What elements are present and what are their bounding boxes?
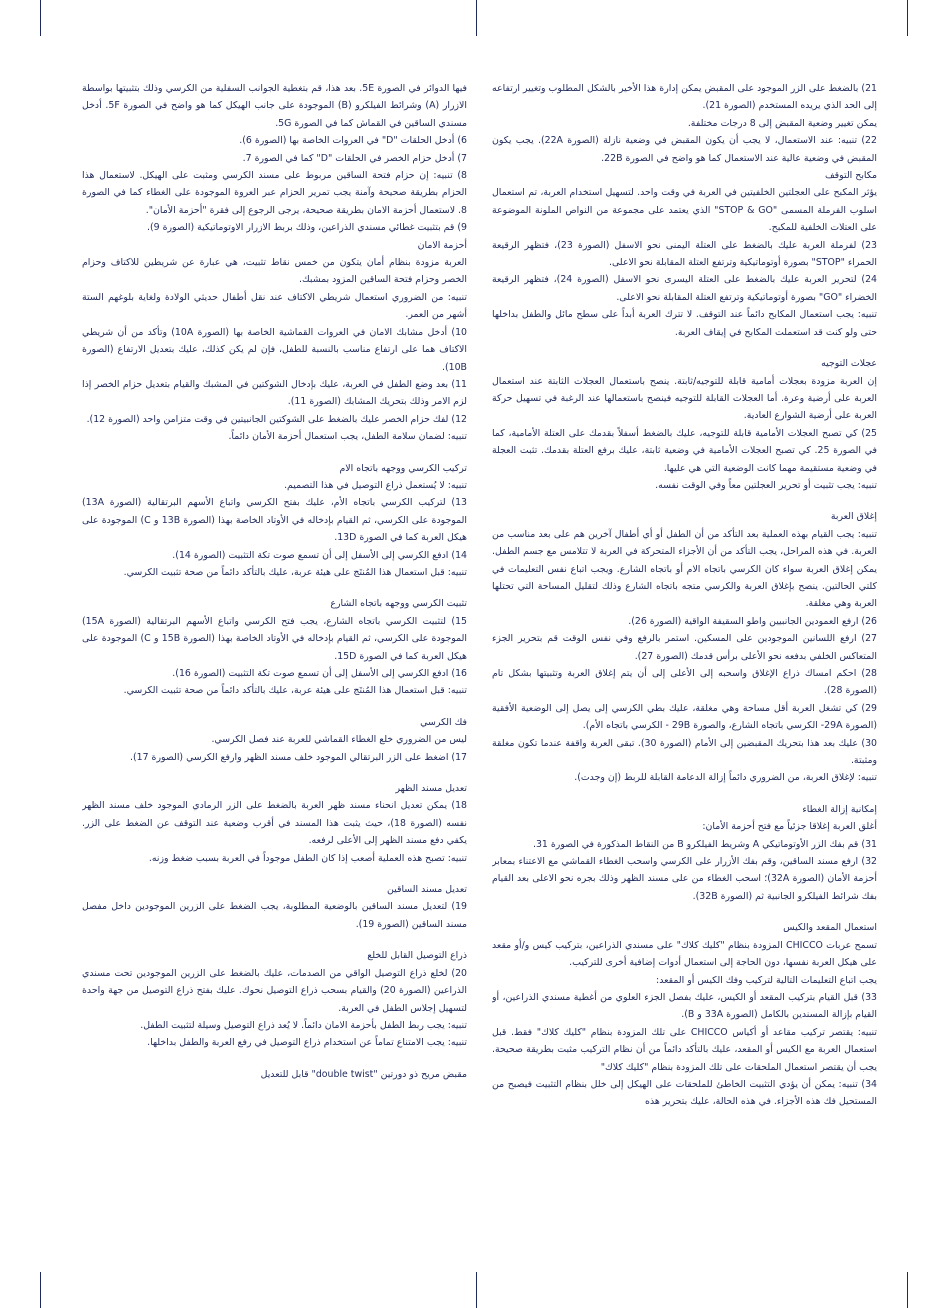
section-heading: تعديل مسند الظهر: [395, 783, 467, 795]
paragraph: 22) تنبيه: عند الاستعمال، لا يجب أن يكون المقبض في وضعية نازلة (الصورة 22A). يجب يكون المقبض في وضعية عالية عند الاستعمال كما هو واضح في الصورة 22B.: [492, 135, 877, 164]
paragraph: 31) قم بفك الزر الأوتوماتيكي A وشريط الفيلكرو B من النقاط المذكورة في الصورة 31.: [532, 838, 877, 850]
paragraph: تنبيه: من الضروري استعمال شريطي الاكتاف عند نقل أطفال حديثي الولادة ولغاية بلوغهم الستة أشهر من العمر.: [82, 291, 467, 321]
paragraph: تنبيه: يجب القيام بهذه العملية بعد التأكد من أن الطفل أو أي أطفال آخرين هم على بعد مناسب من العربة. في هذه المراحل، يجب التأكد من أن الأجزاء المتحركة في العربة لا تتلامس مع جسم الطفل. يمكن إغلاق العربة سواء كان الكرسي باتجاه الام أو باتجاه الشارع. ويجب اتباع نفس التعليمات في كلتي الحالتين. ينصح بإغلاق العربة والكرسي متجه باتجاه الشارع وذلك لتقليل المساحة التي تحتلها العربة وهي مغلقة.: [492, 528, 877, 610]
paragraph: 33) قبل القيام بتركيب المقعد أو الكيس، عليك بفصل الجزء العلوي من أغطية مسندي الذراعين، أو القيام بإزالة المسندين بالكامل (الصورة 33A و B).: [492, 991, 877, 1021]
paragraph: العربة مزودة بنظام أمان يتكون من خمس نقاط تثبيت، هي عبارة عن شريطين للاكتاف وحزام الخصر وحزام فتحة الساقين المزود بمشبك.: [82, 257, 467, 286]
crop-mark-top-left: [40, 0, 41, 36]
paragraph: 6) أدخل الحلقات "D" في العروات الخاصة بها (الصورة 6).: [239, 135, 467, 147]
paragraph: 12) لفك حزام الخصر عليك بالضغط على الشوكتين الجانبيتين في وقت متزامن واحد (الصورة 12).: [86, 413, 467, 425]
paragraph: تنبيه: يجب استعمال المكابح دائماً عند التوقف. لا تترك العربة أبداً على سطح مائل والطفل بداخلها حتى ولو كنت قد استعملت المكابح في إيقاف العربة.: [492, 309, 877, 338]
paragraph: 21) بالضغط على الزر الموجود على المقبض يمكن إدارة هذا الأخير بالشكل المطلوب وتغيير ارتفاعه إلى الحد الذي يريده المستخدم (الصورة 21).: [492, 83, 877, 112]
section-heading: تركيب الكرسي ووجهه باتجاه الام: [339, 462, 467, 474]
right-text-column: [492, 80, 877, 1280]
paragraph: 13) لتركيب الكرسي باتجاه الأم، عليك بفتح الكرسي واتباع الأسهم البرتقالية (الصورة 13A) الموجودة على الكرسي، ثم القيام بإدخاله في الأوتاد الخاصة بهذا (الصورة 13B و C) الموجودة على هيكل العربة كما في الصورة 13D.: [82, 497, 467, 544]
paragraph: 10) أدخل مشابك الامان في العروات القماشية الخاصة بها (الصورة 10A) وتأكد من أن شريطي الاكتاف هما على ارتفاع مناسب بالنسبة للطفل، فإن لم يكن كذلك، عليك بتعديل الارتفاع (الصورة 10B).: [82, 326, 467, 373]
paragraph: تنبيه: لا يُستعمل ذراع التوصيل في هذا التصميم.: [284, 479, 467, 491]
paragraph: تنبيه: يجب تثبيت أو تحرير العجلتين معاً وفي الوقت نفسه.: [655, 479, 877, 491]
section-heading: ذراع التوصيل القابل للخلع: [367, 950, 467, 962]
paragraph: 32) ارفع مسند الساقين، وقم بفك الأزرار على الكرسي واسحب الغطاء القماشي مع الاعتناء بمعابر أحزمة الأمان (الصورة 32A)؛ اسحب الغطاء من على مسند الظهر وذلك بجره نحو الاعلى بعد القيام بفك شرائط الفيلكرو الجانبية ثم (الصورة 32B).: [492, 856, 877, 902]
crop-mark-top-center: [476, 0, 477, 36]
paragraph: إن العربة مزودة بعجلات أمامية قابلة للتوجيه/ثابتة. ينصح باستعمال العجلات الثابتة عند استعمال العربة على أرضية وعرة. أما العجلات القابلة للتوجيه فينصح باستعمالها عند الرغبة في تسهيل حركة العربة على أرضية الشوارع العادية.: [492, 375, 877, 422]
paragraph: 29) كي تشغل العربة أقل مساحة وهي مغلقة، عليك بطي الكرسي إلى يصل إلى الوضعية الأفقية (الصورة 29A- الكرسي باتجاه الشارع، والصورة 29B - الكرسي باتجاه الأم).: [492, 702, 877, 732]
paragraph: 30) عليك بعد هذا بتحريك المقبضين إلى الأمام (الصورة 30). تبقى العربة واقفة عندما تكون مغلقة ومثبتة.: [492, 737, 877, 767]
paragraph: 23) لفرملة العربة عليك بالضغط على العتلة اليمنى نحو الاسفل (الصورة 23)، فتظهر الرقيعة الحمراء "STOP" بصورة أوتوماتيكية وترتفع العتلة المقابلة نحو الاعلى.: [492, 239, 877, 269]
section-heading: إغلاق العربة: [830, 511, 877, 523]
paragraph: 25) كي تصبح العجلات الأمامية قابلة للتوجيه، عليك بالضغط أسفلاً بقدمك على العتلة الأمامية، كما في الصورة 25. كي تصبح العجلات الأمامية في وضعية ثابتة، عليك برفع العتلة بقدمك. تثبت العجلة في وضعية مستقيمة مهما كانت الوضعية التي هي عليها.: [492, 427, 877, 474]
paragraph: 11) بعد وضع الطفل في العربة، عليك بإدخال الشوكتين في المشبك والقيام بتعديل حزام الخصر إذا لزم الامر وذلك بتحريك المشابك (الصورة 11).: [82, 378, 467, 408]
crop-mark-bottom-center: [476, 1272, 477, 1308]
paragraph: 17) اضغط على الزر البرتقالي الموجود خلف مسند الظهر وارفع الكرسي (الصورة 17).: [130, 751, 467, 763]
paragraph: تنبيه: لإغلاق العربة، من الضروري دائماً إزالة الدعامة القابلة للربط (إن وجدت).: [574, 772, 877, 784]
paragraph: يمكن تغيير وضعية المقبض إلى 8 درجات مختلفة.: [687, 117, 877, 129]
paragraph: تنبيه: يجب الامتناع تماماً عن استخدام ذراع التوصيل في رفع العربة والطفل بداخلها.: [147, 1037, 467, 1049]
paragraph: مكابح التوقف: [824, 170, 877, 182]
paragraph: 8) تنبيه: إن حزام فتحة الساقين مربوط على مسند الكرسي ومثبت على الهيكل. لاستعمال هذا الحزام بطريقة صحيحة وآمنة يجب تمرير الحزام عبر العروة الموجودة على الغطاء كما في الصورة 8. لاستعمال أحزمة الامان بطريقة صحيحة، يرجى الرجوع إلى فقرة "أحزمة الأمان".: [82, 170, 467, 216]
paragraph: 24) لتحرير العربة عليك بالضغط على العتلة اليسرى نحو الاسفل (الصورة 24)، فتظهر الرقيعة الخضراء "GO" بصورة أوتوماتيكية وترتفع العتلة المقابلة نحو الاعلى.: [492, 274, 877, 303]
paragraph: فيها الدوائر في الصورة 5E. بعد هذا، قم بتغطية الجوانب السفلية من الكرسي وذلك بتثبيتها بواسطة الازرار (A) وشرائط الفيلكرو (B) الموجودة على جانب الهيكل كما هو واضح في الصورة 5F. أدخل مسندي الساقين في القماش كما في الصورة 5G.: [82, 83, 467, 129]
paragraph: أغلق العربة إغلاقا جزئياً مع فتح أحزمة الأمان:: [702, 821, 877, 833]
paragraph: تنبيه: تصبح هذه العملية أصعب إذا كان الطفل موجوداً في العربة بسبب ضغط وزنه.: [148, 852, 467, 864]
paragraph: 15) لتثبيت الكرسي باتجاه الشارع، يجب فتح الكرسي واتباع الأسهم البرتقالية (الصورة 15A) الموجودة على الكرسي، ثم القيام بإدخاله في الأوتاد الخاصة بهذا (الصورة 15B و C) الموجودة على هيكل العربة كما في الصورة 15D.: [82, 615, 467, 662]
section-heading: تثبيت الكرسي ووجهه باتجاه الشارع: [330, 598, 467, 610]
paragraph: يجب اتباع التعليمات التالية لتركيب وفك الكيس أو المقعد:: [656, 974, 877, 986]
paragraph: 16) ادفع الكرسي إلى الأسفل إلى أن تسمع صوت تكة التثبيت (الصورة 16).: [172, 668, 467, 679]
paragraph: تنبيه: يقتصر تركيب مقاعد أو أكياس CHICCO على تلك المزودة بنظام "كليك كلاك" فقط. قبل استعمال العربة مع الكيس أو المقعد، عليك بالتأكد دائماً من أن نظام التركيب مثبت بطريقة صحيحة. يجب أن يقتصر استعمال الملحقات على تلك المزودة بنظام "كليك كلاك": [492, 1026, 877, 1073]
section-heading: عجلات التوجيه: [821, 358, 877, 370]
paragraph: 27) ارفع اللسانين الموجودين على المسكين. استمر بالرفع وفي نفس الوقت قم بتحرير الجزء المتعاكس الخلفي بدفعه نحو الأعلى برأس قدمك (الصورة 27).: [492, 633, 877, 662]
crop-mark-bottom-right: [907, 1272, 908, 1308]
section-heading: تعديل مسند الساقين: [387, 884, 467, 896]
section-heading: استعمال المقعد والكيس: [783, 922, 877, 934]
crop-mark-bottom-left: [40, 1272, 41, 1308]
left-text-column: [82, 80, 467, 1280]
paragraph: 28) احكم امساك ذراع الإغلاق واسحبه إلى الأعلى إلى أن يتم إغلاق العربة وتثبيتها بشكل تام (الصورة 28).: [492, 668, 877, 697]
paragraph: 9) قم بتثبيت غطائي مسندي الذراعين، وذلك بربط الازرار الاوتوماتيكية (الصورة 9).: [146, 222, 467, 234]
paragraph: تنبيه: يجب ربط الطفل بأحزمة الامان دائماً. لا يُعد ذراع التوصيل وسيلة لتثبيت الطفل.: [140, 1019, 467, 1031]
section-heading: مقبض مريح ذو دورتين "double twist" قابل للتعديل: [260, 1068, 467, 1080]
paragraph: 34) تنبيه: يمكن أن يؤدي التثبيت الخاطئ للملحقات على الهيكل إلى خلل بنظام التثبيت فيصبح من المستحيل فك هذه الأجزاء. في هذه الحالة، عليك بتحرير هذه: [492, 1078, 877, 1108]
paragraph: 26) ارفع العمودين الجانبيين واطو السقيفة الواقية (الصورة 26).: [628, 615, 877, 627]
paragraph: ليس من الضروري خلع الغطاء القماشي للعربة عند فصل الكرسي.: [211, 734, 467, 746]
paragraph: 20) لخلع ذراع التوصيل الواقي من الصدمات، عليك بالضغط على الزرين الموجودين تحت مسندي الذراعين (الصورة 20) والقيام بسحب ذراع التوصيل نحوك. عليك بفتح ذراع التوصيل من جهة واحدة لتسهيل إجلاس الطفل في العربة.: [82, 967, 467, 1014]
paragraph: تنبيه: قبل استعمال هذا المُنتَج على هيئة عربة، عليك بالتأكد دائماً من صحة تثبيت الكرسي.: [123, 685, 467, 697]
section-heading: إمكانية إزالة الغطاء: [802, 803, 877, 815]
paragraph: 7) أدخل حزام الخصر في الحلقات "D" كما في الصورة 7.: [242, 152, 467, 164]
paragraph: يؤثر المكبح على العجلتين الخلفيتين في العربة في وقت واحد. لتسهيل استخدام العربة، تم استعمال اسلوب الفرملة المسمى "STOP & GO" الذي يعتمد على مجموعة من النواص الملونة الموضوعة على العتلات الخلفية للمكبح.: [492, 187, 877, 234]
crop-mark-top-right: [907, 0, 908, 36]
paragraph: أحزمة الامان: [417, 239, 467, 251]
paragraph: تنبيه: قبل استعمال هذا المُنتَج على هيئة عربة، عليك بالتأكد دائماً من صحة تثبيت الكرسي.: [123, 566, 467, 578]
paragraph: تنبيه: لضمان سلامة الطفل، يجب استعمال أحزمة الأمان دائماً.: [228, 431, 467, 443]
paragraph: تسمح عربات CHICCO المزودة بنظام "كليك كلاك" على مسندي الذراعين، بتركيب كيس و/أو مقعد على هيكل العربة نفسها، دون الحاجة إلى استعمال أدوات إضافية أخرى للتركيب.: [492, 939, 877, 969]
paragraph: 14) ادفع الكرسي إلى الأسفل إلى أن تسمع صوت تكة التثبيت (الصورة 14).: [172, 549, 467, 561]
paragraph: 19) لتعديل مسند الساقين بالوضعية المطلوبة، يجب الضغط على الزرين الموجودين داخل مفصل مسند الساقين (الصورة 19).: [82, 901, 467, 930]
paragraph: 18) يمكن تعديل انحناء مسند ظهر العربة بالضغط على الزر الرمادي الموجود خلف مسند الظهر نفسه (الصورة 18)، حيث يثبت هذا المسند في أقرب وضعية عند التوقف عن الضغط على الزر. يكفي دفع مسند الظهر إلى الأعلى لرفعه.: [82, 800, 467, 847]
section-heading: فك الكرسي: [420, 716, 467, 728]
